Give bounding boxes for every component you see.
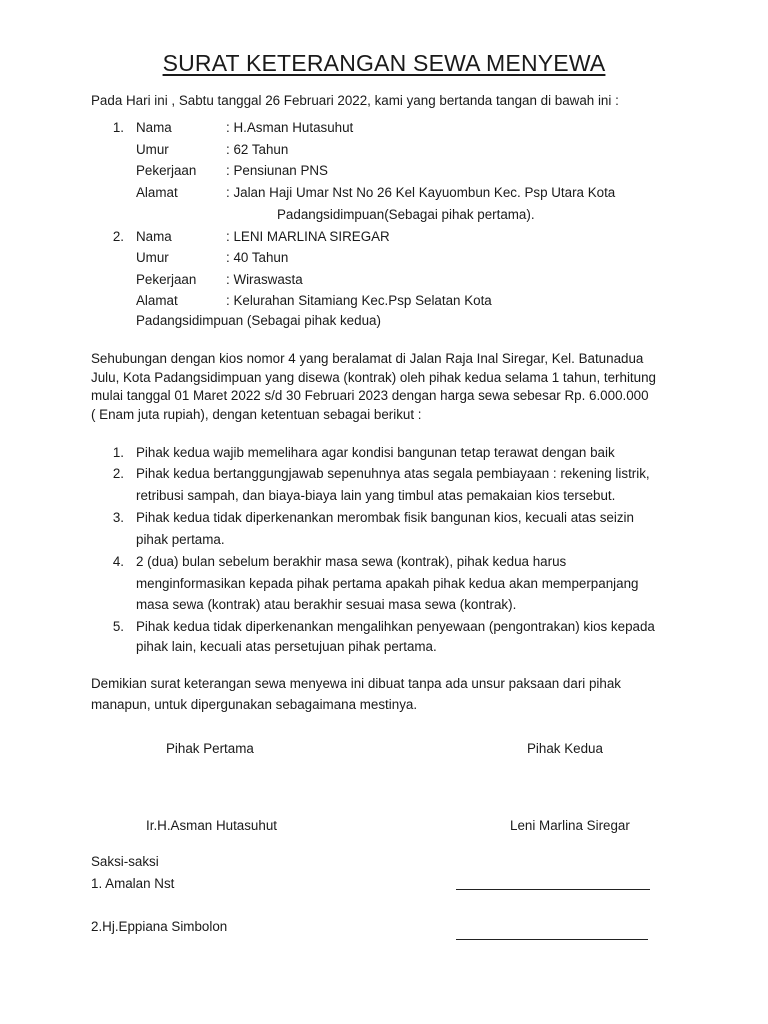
- term-number: 2.: [112, 466, 124, 481]
- term-number: 1.: [112, 445, 124, 460]
- witness-heading: Saksi-saksi: [91, 854, 159, 869]
- term-line: Pihak kedua wajib memelihara agar kondisi bangunan tetap terawat dengan baik: [136, 445, 615, 460]
- field-value: : Wiraswasta: [226, 272, 303, 287]
- field-value: : H.Asman Hutasuhut: [226, 120, 354, 135]
- party-number: 2.: [112, 229, 124, 244]
- body-line: ( Enam juta rupiah), dengan ketentuan sebagai berikut :: [91, 407, 422, 422]
- witness-item: 2.Hj.Eppiana Simbolon: [91, 919, 228, 934]
- field-value: : Pensiunan PNS: [226, 163, 328, 178]
- second-party-name: Leni Marlina Siregar: [510, 818, 630, 833]
- field-value: : LENI MARLINA SIREGAR: [226, 229, 390, 244]
- address-continuation: Padangsidimpuan (Sebagai pihak kedua): [136, 313, 381, 328]
- closing-line: Demikian surat keterangan sewa menyewa ini dibuat tanpa ada unsur paksaan dari pihak: [91, 676, 621, 691]
- term-line: Pihak kedua tidak diperkenankan mengalihkan penyewaan (pengontrakan) kios kepada: [136, 619, 655, 634]
- first-party-name: Ir.H.Asman Hutasuhut: [146, 818, 277, 833]
- field-label: Pekerjaan: [136, 272, 197, 287]
- term-line: pihak lain, kecuali atas persetujuan pihak pertama.: [136, 639, 437, 654]
- term-number: 3.: [112, 510, 124, 525]
- body-line: Sehubungan dengan kios nomor 4 yang beralamat di Jalan Raja Inal Siregar, Kel. Batunadua: [91, 351, 644, 366]
- closing-line: manapun, untuk dipergunakan sebagaimana mestinya.: [91, 697, 418, 712]
- field-label: Alamat: [136, 293, 178, 308]
- term-line: 2 (dua) bulan sebelum berakhir masa sewa (kontrak), pihak kedua harus: [136, 554, 567, 569]
- term-line: masa sewa (kontrak) atau berakhir sesuai masa sewa (kontrak).: [136, 597, 517, 612]
- field-label: Umur: [136, 142, 169, 157]
- field-label: Nama: [136, 229, 172, 244]
- term-line: retribusi sampah, dan biaya-biaya lain yang timbul atas pemakaian kios tersebut.: [136, 488, 616, 503]
- field-value: : 62 Tahun: [226, 142, 289, 157]
- term-line: pihak pertama.: [136, 532, 225, 547]
- field-value: : Kelurahan Sitamiang Kec.Psp Selatan Kota: [226, 293, 492, 308]
- field-label: Pekerjaan: [136, 163, 197, 178]
- term-number: 4.: [112, 554, 124, 569]
- address-continuation: Padangsidimpuan(Sebagai pihak pertama).: [277, 207, 535, 222]
- field-label: Alamat: [136, 185, 178, 200]
- first-party-label: Pihak Pertama: [166, 741, 254, 756]
- body-line: Julu, Kota Padangsidimpuan yang disewa (kontrak) oleh pihak kedua selama 1 tahun, terhitung: [91, 370, 656, 385]
- term-number: 5.: [112, 619, 124, 634]
- witness-item: 1. Amalan Nst: [91, 876, 175, 891]
- term-line: menginformasikan kepada pihak pertama apakah pihak kedua akan memperpanjang: [136, 576, 639, 591]
- second-party-label: Pihak Kedua: [527, 741, 603, 756]
- term-line: Pihak kedua bertanggungjawab sepenuhnya atas segala pembiayaan : rekening listrik,: [136, 466, 650, 481]
- intro-line: Pada Hari ini , Sabtu tanggal 26 Februari 2022, kami yang bertanda tangan di bawah ini :: [91, 93, 619, 108]
- field-value: : Jalan Haji Umar Nst No 26 Kel Kayuombun Kec. Psp Utara Kota: [226, 185, 616, 200]
- party-number: 1.: [112, 120, 124, 135]
- field-label: Nama: [136, 120, 172, 135]
- term-line: Pihak kedua tidak diperkenankan merombak fisik bangunan kios, kecuali atas seizin: [136, 510, 634, 525]
- field-label: Umur: [136, 250, 169, 265]
- document-title: SURAT KETERANGAN SEWA MENYEWA: [162, 50, 606, 76]
- witness-signature-line: [456, 939, 648, 940]
- body-line: mulai tanggal 01 Maret 2022 s/d 30 Februari 2023 dengan harga sewa sebesar Rp. 6.000.000: [91, 388, 649, 403]
- field-value: : 40 Tahun: [226, 250, 289, 265]
- witness-signature-line: [456, 889, 650, 890]
